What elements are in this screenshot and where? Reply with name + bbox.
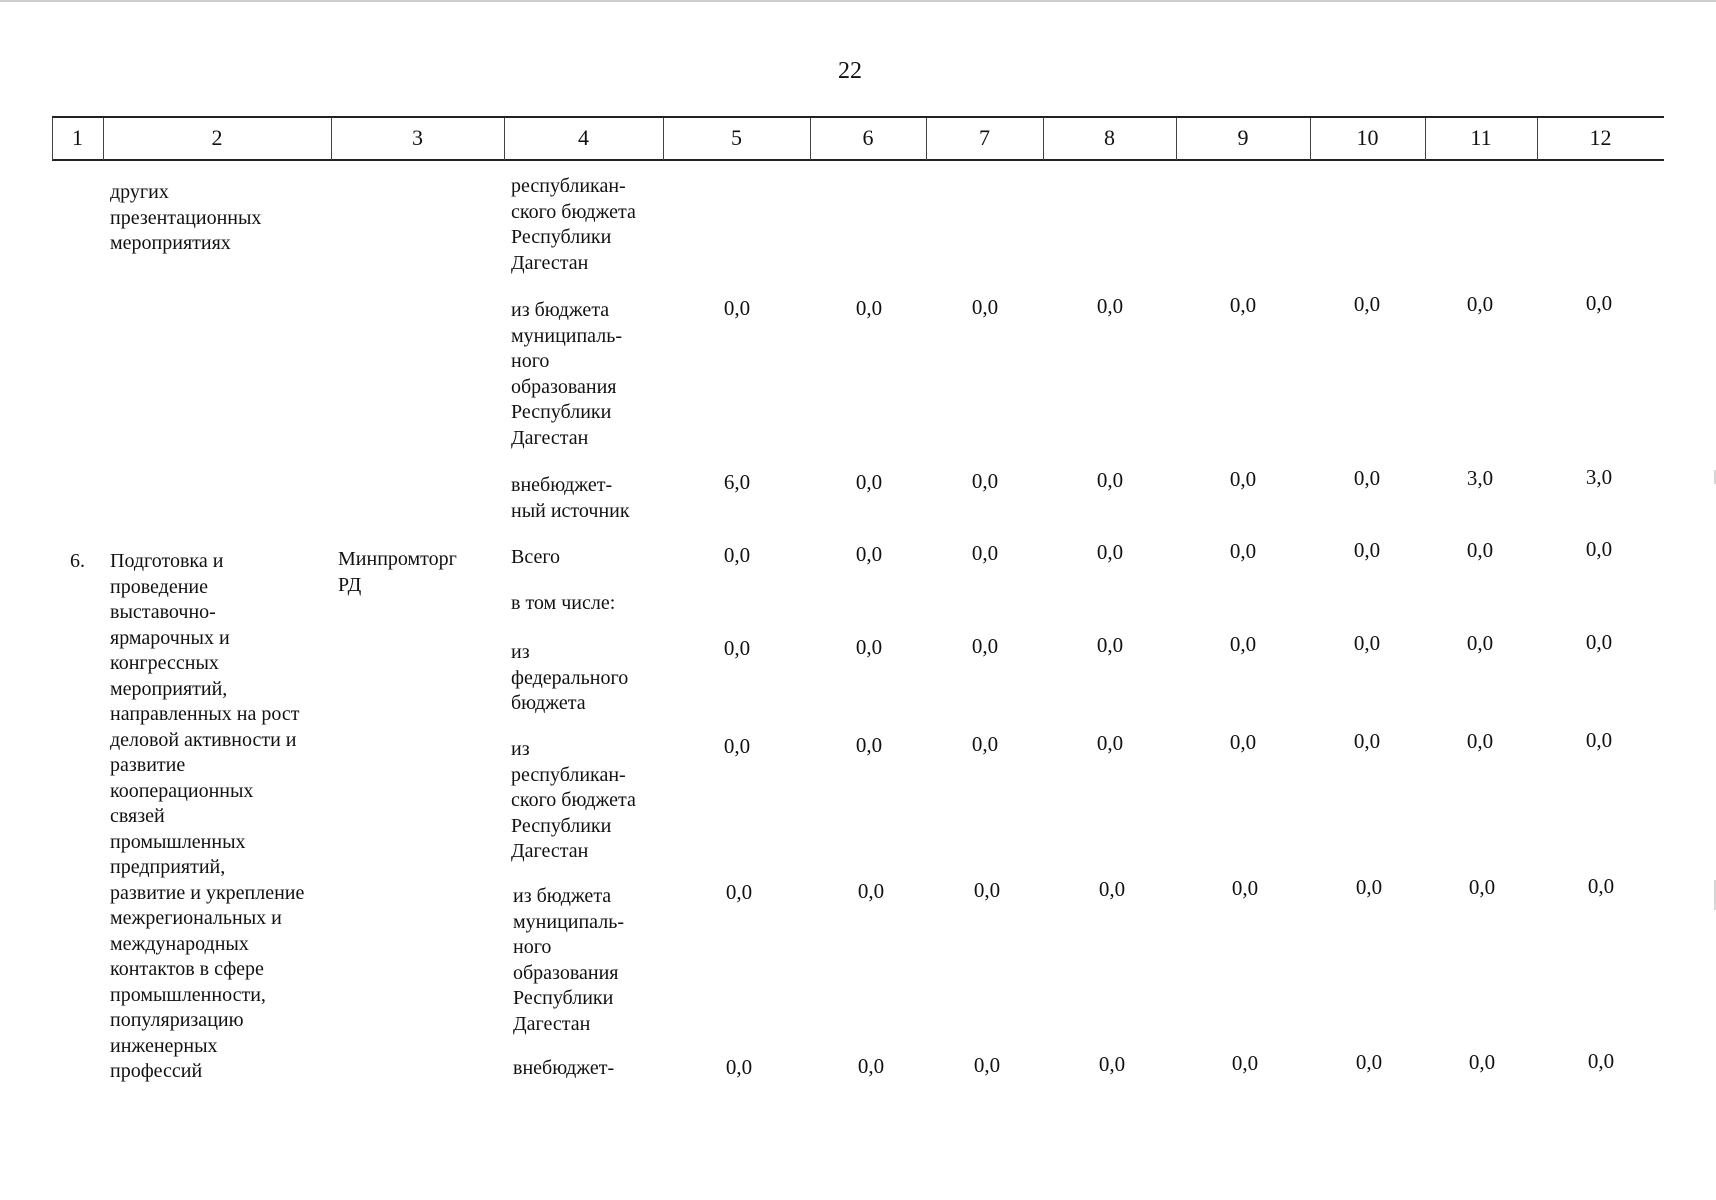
funding-source: из федерального бюджета <box>511 641 629 714</box>
value-cell: 3,0 <box>1466 466 1494 490</box>
value-cell: 0,0 <box>1231 1051 1259 1075</box>
header-col-12: 12 <box>1589 125 1612 150</box>
value-cell: 0,0 <box>1231 876 1259 900</box>
value-cell: 0,0 <box>973 1053 1001 1077</box>
value-cell: 6,0 <box>723 470 751 494</box>
header-col-1: 1 <box>72 125 83 150</box>
row-name: других презентационных мероприятиях <box>110 181 262 254</box>
value-cell: 0,0 <box>1466 292 1494 316</box>
scan-top-edge <box>0 0 1716 2</box>
funding-source: внебюджет- ный источник <box>511 474 630 522</box>
value-cell: 0,0 <box>1355 1050 1383 1074</box>
value-cell: 0,0 <box>725 1055 753 1079</box>
value-cell: 0,0 <box>1466 729 1494 753</box>
value-cell: 0,0 <box>1096 731 1124 755</box>
value-cell: 0,0 <box>1585 728 1613 752</box>
value-cell: 0,0 <box>1468 875 1496 899</box>
value-cell: 0,0 <box>1096 294 1124 318</box>
value-cell: 0,0 <box>1229 730 1257 754</box>
row-number: 6. <box>70 550 85 572</box>
value-cell: 0,0 <box>1229 467 1257 491</box>
value-cell: 0,0 <box>1353 729 1381 753</box>
page-number: 22 <box>838 58 862 84</box>
value-cell: 0,0 <box>973 878 1001 902</box>
value-cell: 0,0 <box>855 470 883 494</box>
value-cell: 0,0 <box>855 296 883 320</box>
value-cell: 0,0 <box>1096 540 1124 564</box>
value-cell: 0,0 <box>1585 537 1613 561</box>
funding-source: республикан- ского бюджета Республики Дагестан <box>511 175 636 274</box>
value-cell: 0,0 <box>971 295 999 319</box>
header-col-4: 4 <box>578 125 589 150</box>
header-col-7: 7 <box>979 125 990 150</box>
row-name: Подготовка и проведение выставочно- ярмарочных и конгрессных мероприятий, направленных на рост деловой активности и развитие кооперационных связей промышленных предприятий, развитие и укрепление межрегиональных и международных контактов в сфере промышленности, популяризацию инженерных профессий <box>110 550 305 1082</box>
value-cell: 0,0 <box>971 469 999 493</box>
header-col-6: 6 <box>862 125 874 150</box>
value-cell: 0,0 <box>1353 538 1381 562</box>
value-cell: 0,0 <box>855 635 883 659</box>
value-cell: 0,0 <box>1585 630 1613 654</box>
funding-source: из бюджета муниципаль- ного образования Республики Дагестан <box>513 885 624 1035</box>
header-col-5: 5 <box>731 125 742 150</box>
value-cell: 0,0 <box>1098 1052 1126 1076</box>
value-cell: 0,0 <box>1587 874 1615 898</box>
value-cell: 0,0 <box>855 733 883 757</box>
value-cell: 3,0 <box>1585 465 1613 489</box>
value-cell: 0,0 <box>857 879 885 903</box>
value-cell: 0,0 <box>1353 631 1381 655</box>
value-cell: 0,0 <box>971 732 999 756</box>
value-cell: 0,0 <box>723 296 751 320</box>
header-col-2: 2 <box>211 125 223 150</box>
value-cell: 0,0 <box>723 636 751 660</box>
value-cell: 0,0 <box>1229 539 1257 563</box>
funding-source: Всего <box>511 546 561 568</box>
funding-source: из бюджета муниципаль- ного образования Республики Дагестан <box>511 299 622 449</box>
value-cell: 0,0 <box>723 734 751 758</box>
header-col-9: 9 <box>1237 125 1249 150</box>
value-cell: 0,0 <box>1096 468 1124 492</box>
value-cell: 0,0 <box>1229 293 1257 317</box>
funding-source: из республикан- ского бюджета Республики Дагестан <box>511 738 636 862</box>
value-cell: 0,0 <box>723 543 751 567</box>
value-cell: 0,0 <box>1468 1050 1496 1074</box>
header-col-8: 8 <box>1104 125 1115 150</box>
value-cell: 0,0 <box>971 541 999 565</box>
value-cell: 0,0 <box>1466 538 1494 562</box>
header-col-3: 3 <box>412 125 423 150</box>
value-cell: 0,0 <box>1353 466 1381 490</box>
value-cell: 0,0 <box>857 1054 885 1078</box>
value-cell: 0,0 <box>1353 292 1381 316</box>
value-cell: 0,0 <box>971 634 999 658</box>
value-cell: 0,0 <box>1355 875 1383 899</box>
value-cell: 0,0 <box>1229 632 1257 656</box>
value-cell: 0,0 <box>1098 877 1126 901</box>
value-cell: 0,0 <box>725 880 753 904</box>
value-cell: 0,0 <box>1585 291 1613 315</box>
funding-source: внебюджет- <box>513 1057 615 1079</box>
header-bottom-border <box>52 159 1664 161</box>
value-cell: 0,0 <box>855 542 883 566</box>
funding-source: в том числе: <box>511 592 616 614</box>
header-col-11: 11 <box>1470 125 1492 150</box>
value-cell: 0,0 <box>1466 631 1494 655</box>
row-executor: Минпромторг РД <box>338 548 457 596</box>
header-col-10: 10 <box>1356 125 1379 150</box>
value-cell: 0,0 <box>1587 1049 1615 1073</box>
value-cell: 0,0 <box>1096 633 1124 657</box>
